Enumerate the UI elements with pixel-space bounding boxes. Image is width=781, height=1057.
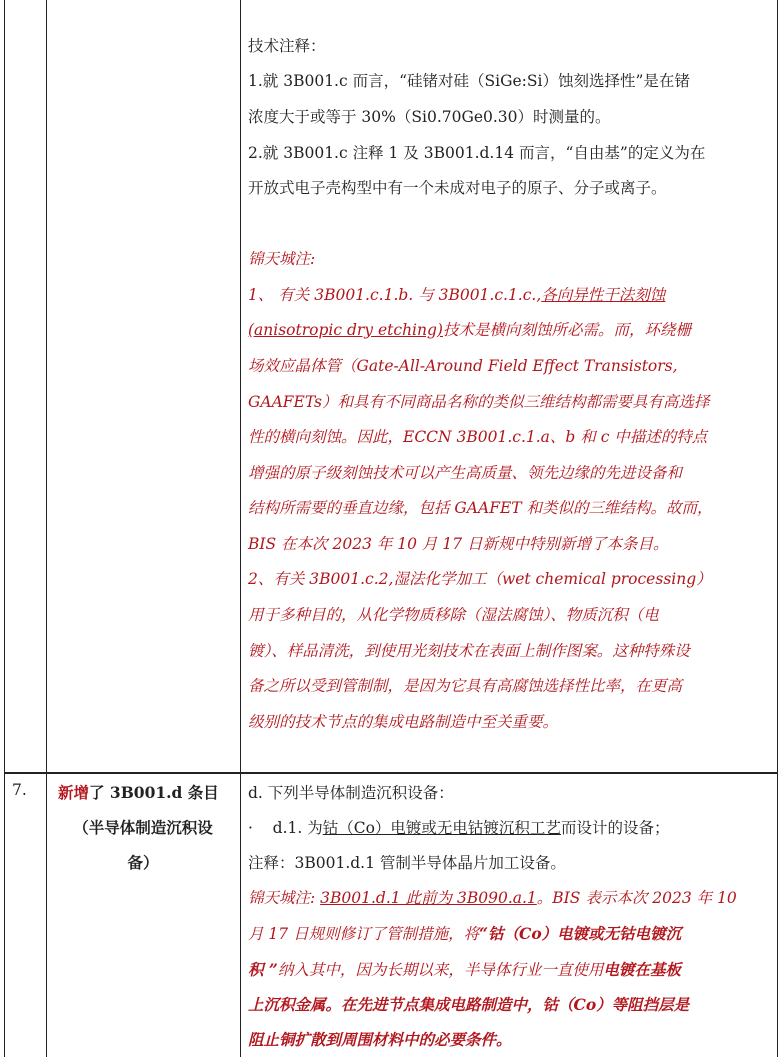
jtc-note-1-line-1: 1、 有关 3B001.c.1.b. 与 3B001.c.1.c.,各向异性干法刻蚀 [248,286,666,304]
jtc-note-1-line-6: 增强的原子级刻蚀技术可以产生高质量、领先边缘的先进设备和 [248,464,683,482]
table-col-divider-2 [240,0,241,1057]
jtc-note-2-line-5: 级别的技术节点的集成电路制造中至关重要。 [248,713,559,731]
technical-note-2-line-1: 2.就 3B001.c 注释 1 及 3B001.d.14 而言，“自由基”的定义为在 [248,144,706,162]
technical-note-2-line-2: 开放式电子壳构型中有一个未成对电子的原子、分子或离子。 [248,179,667,197]
jtc-note-2-line-4: 备之所以受到管制制，是因为它具有高腐蚀选择性比率，在更高 [248,677,683,695]
table-col-divider-1 [46,0,47,1057]
jtc-note-1-line-3: 场效应晶体管（Gate-All-Around Field Effect Transistors, [248,357,678,375]
table-left-border [4,0,5,1057]
jtc-d-line-4: 上沉积金属。在先进节点集成电路制造中，钴（Co）等阻挡层是 [248,995,690,1014]
cobalt-plating-term: 钴（Co）电镀或无电钴镀沉积工艺 [322,819,561,837]
jtc-note-1-line-7: 结构所需要的垂直边缘，包括 GAAFET 和类似的三维结构。故而， [248,499,713,517]
jtc-d-line-3: 积 ”纳入其中，因为长期以来，半导体行业一直使用电镀在基板 [248,960,681,979]
change-summary-line-1: 新增了 3B001.d 条目 [58,783,219,802]
bullet: · [248,819,253,837]
change-summary-line-3: 备） [127,853,159,872]
added-highlight: 新增 [58,783,90,802]
jtc-d-line-1: 锦天城注: 3B001.d.1 此前为 3B090.a.1。BIS 表示本次 2023 年 10 [248,889,737,907]
change-summary-line-2: （半导体制造沉积设 [73,818,213,837]
jtc-note-1-line-8: BIS 在本次 2023 年 10 月 17 日新规中特别新增了本条目。 [248,535,669,553]
jtc-note-title: 锦天城注: [248,250,316,268]
jtc-d-line-5: 阻止铜扩散到周围材料中的必要条件。 [248,1030,512,1049]
d1-item: · d.1. 为钴（Co）电镀或无电钴镀沉积工艺而设计的设备； [248,819,670,837]
row-number: 7. [12,781,27,799]
technical-note-1-line-1: 1.就 3B001.c 而言，“硅锗对硅（SiGe:Si）蚀刻选择性”是在锗 [248,72,690,90]
d-heading: d. 下列半导体制造沉积设备： [248,784,454,802]
table-right-border [777,0,778,1057]
jtc-note-1-line-2: (anisotropic dry etching)技术是横向刻蚀所必需。而，环绕栅 [248,321,691,339]
jtc-note-2-line-1: 2、有关 3B001.c.2,湿法化学加工（wet chemical processing） [248,570,712,588]
d1-note: 注释：3B001.d.1 管制半导体晶片加工设备。 [248,854,566,872]
technical-notes-title: 技术注释： [248,37,326,55]
former-eccn-reference: 3B001.d.1 此前为 3B090.a.1 [320,889,537,907]
anisotropic-etching-term: 各向异性干法刻蚀 [541,286,666,304]
jtc-note-1-line-4: GAAFETs）和具有不同商品名称的类似三维结构都需要具有高选择 [248,393,710,411]
jtc-note-2-line-3: 镀）、样品清洗，到使用光刻技术在表面上制作图案。这种特殊设 [248,642,690,660]
jtc-note-2-line-2: 用于多种目的，从化学物质移除（湿法腐蚀）、物质沉积（电 [248,606,659,624]
row-divider [4,772,778,774]
technical-note-1-line-2: 浓度大于或等于 30%（Si0.70Ge0.30）时测量的。 [248,108,611,126]
jtc-note-1-line-5: 性的横向刻蚀。因此，ECCN 3B001.c.1.a、b 和 c 中描述的特点 [248,428,708,446]
anisotropic-etching-english: (anisotropic dry etching) [248,321,443,339]
jtc-d-line-2: 月 17 日规则修订了管制措施，将“钴（Co）电镀或无钴电镀沉 [248,924,682,943]
